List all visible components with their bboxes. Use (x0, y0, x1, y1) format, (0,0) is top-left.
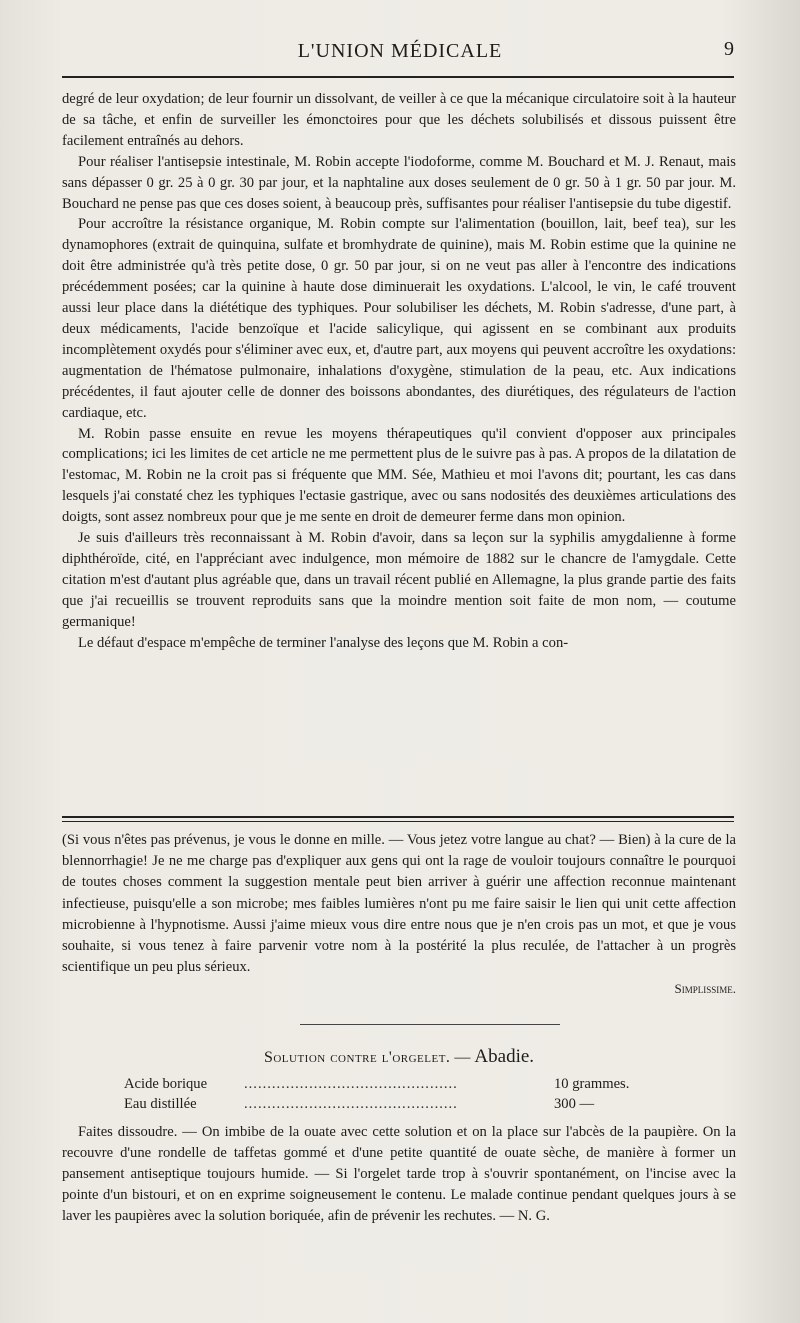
ingredient-row (124, 1094, 684, 1114)
paragraph: Le défaut d'espace m'empêche de terminer l'analyse des leçons que M. Robin a con- (78, 634, 569, 651)
ingredient-leader: .............................................. (244, 1076, 458, 1092)
page-number: 9 (724, 38, 734, 60)
ingredient-list (124, 1074, 684, 1114)
signature: Simplissime. (674, 981, 736, 997)
paragraph: Je suis d'ailleurs très reconnaissant à M. Robin d'avoir, dans sa leçon sur la syphilis amygdalienne à forme diphthéroïde, cité, en l'appréciant avec indulgence, mon mémoire de 1882 sur le chancre de l'amygdale. Cette citation m'est d'autant plus agréable que, dans un travail récent publié en Allemagne, la plus grande partie des faits que j'ai recueillis se trouvent reproduits sans que la moindre mention soit faite de mon nom, — coutume germanique! (62, 530, 736, 630)
running-title: L'UNION MÉDICALE (297, 40, 503, 62)
paragraph: degré de leur oxydation; de leur fournir un dissolvant, de veiller à ce que la mécanique circulatoire soit à la hauteur de sa tâche, et enfin de surveiller les émonctoires pour que les déchets solubilisés et dissous puissent être facilement entraînés au dehors. (62, 91, 736, 149)
ingredient-quantity: 300 — (554, 1096, 595, 1112)
paragraph: (Si vous n'êtes pas prévenus, je vous le donne en mille. — Vous jetez votre langue au chat? — Bien) à la cure de la blennorrhagie! Je ne me charge pas d'expliquer aux gens qui ont la rage de vouloir toujours connaître le pourquoi de toutes choses comment la suggestion mentale peut bien arriver à guérir une affection reconnue maintenant infectieuse, puisqu'elle a son microbe; mes faibles lumières n'ont pu me faire saisir le lien qui unit cette affection microbienne à l'hypnotisme. Aussi j'aime mieux vous dire entre nous que je n'en crois pas un mot, et que je vous souhaite, si vous tenez à faire parvenir votre nom à la postérité la plus reculée, de l'attacher à un progrès scientifique un peu plus sérieux. (62, 832, 736, 976)
recipe-title-text: Solution contre l'orgelet. (263, 1049, 451, 1066)
page-header (60, 36, 740, 70)
ingredient-name: Acide borique (124, 1076, 208, 1092)
main-article (62, 89, 736, 653)
section-rule (62, 816, 734, 818)
ingredient-name: Eau distillée (124, 1096, 197, 1112)
recipe-title (62, 1046, 736, 1068)
paragraph: M. Robin passe ensuite en revue les moyens thérapeutiques qu'il convient d'opposer aux principales complications; ici les limites de cet article ne me permettent plus de le suivre pas à pas. A propos de la dilatation de l'estomac, M. Robin ne la croit pas si fréquente que MM. Sée, Mathieu et moi l'avons dit; pourtant, les cas dans lesquels j'ai constaté chez les typhiques l'ectasie gastrique, avec ou sans nodosités des deuxièmes articulations des doigts, sont assez nombreux pour que je me sente en droit de demeurer ferme dans mon opinion. (62, 425, 736, 526)
recipe-title-dash: — (454, 1049, 471, 1066)
recipe-author: Abadie. (474, 1046, 535, 1067)
paragraph: Pour réaliser l'antisepsie intestinale, M. Robin accepte l'iodoforme, comme M. Bouchard et M. J. Renaut, mais sans dépasser 0 gr. 25 à 0 gr. 30 par jour, et la naphtaline aux doses seulement de 0 gr. 50 à 1 gr. 50 par jour. M. Bouchard ne pense pas que ces doses soient, à beaucoup près, suffisantes pour réaliser l'antisepsie du tube digestif. (62, 153, 736, 212)
feuilleton-text (62, 830, 736, 1000)
ingredient-row (124, 1074, 684, 1094)
recipe-instructions (62, 1122, 736, 1227)
short-rule (300, 1024, 560, 1025)
paragraph: Pour accroître la résistance organique, M. Robin compte sur l'alimentation (bouillon, lait, beef tea), sur les dynamophores (extrait de quinquina, sulfate et bromhydrate de quinine), mais M. Robin estime que la quinine ne doit être administrée qu'à très petite dose, 0 gr. 50 par jour, si on ne veut pas aller à l'encontre des indications précédemment posées; car la quinine à haute dose diminuerait les oxydations. L'alcool, le vin, le café trouvent aussi leur place dans la diététique des typhiques. Pour solubiliser les déchets, M. Robin s'adresse, d'une part, à deux médicaments, l'acide benzoïque et l'acide salicylique, qui agissent en se combinant aux produits incomplètement oxydés pour s'éliminer avec eux, et, d'autre part, aux moyens qui peuvent accroître les oxydations: augmentation de l'hématose pulmonaire, inhalations d'oxygène, stimulation de la peau, etc. Aux indications précédentes, il faut ajouter celle de donner des boissons abondantes, des diurétiques, des régulateurs de l'action cardiaque, etc. (62, 216, 736, 421)
ingredient-quantity: 10 grammes. (554, 1076, 630, 1092)
section-rule-thin (62, 821, 734, 822)
header-rule (62, 76, 734, 78)
ingredient-leader: .............................................. (244, 1096, 458, 1112)
paragraph: Faites dissoudre. — On imbibe de la ouate avec cette solution et on la place sur l'abcès de la paupière. On la recouvre d'une rondelle de taffetas gommé et d'une petite quantité de ouate sèche, de manière à former un pansement antiseptique toujours humide. — Si l'orgelet tarde trop à s'ouvrir spontanément, on l'incise avec la pointe d'un bistouri, et on en exprime soigneusement le contenu. Le malade continue pendant quelques jours à se laver les paupières avec la solution boriquée, afin de prévenir les rechutes. — N. G. (62, 1124, 736, 1224)
